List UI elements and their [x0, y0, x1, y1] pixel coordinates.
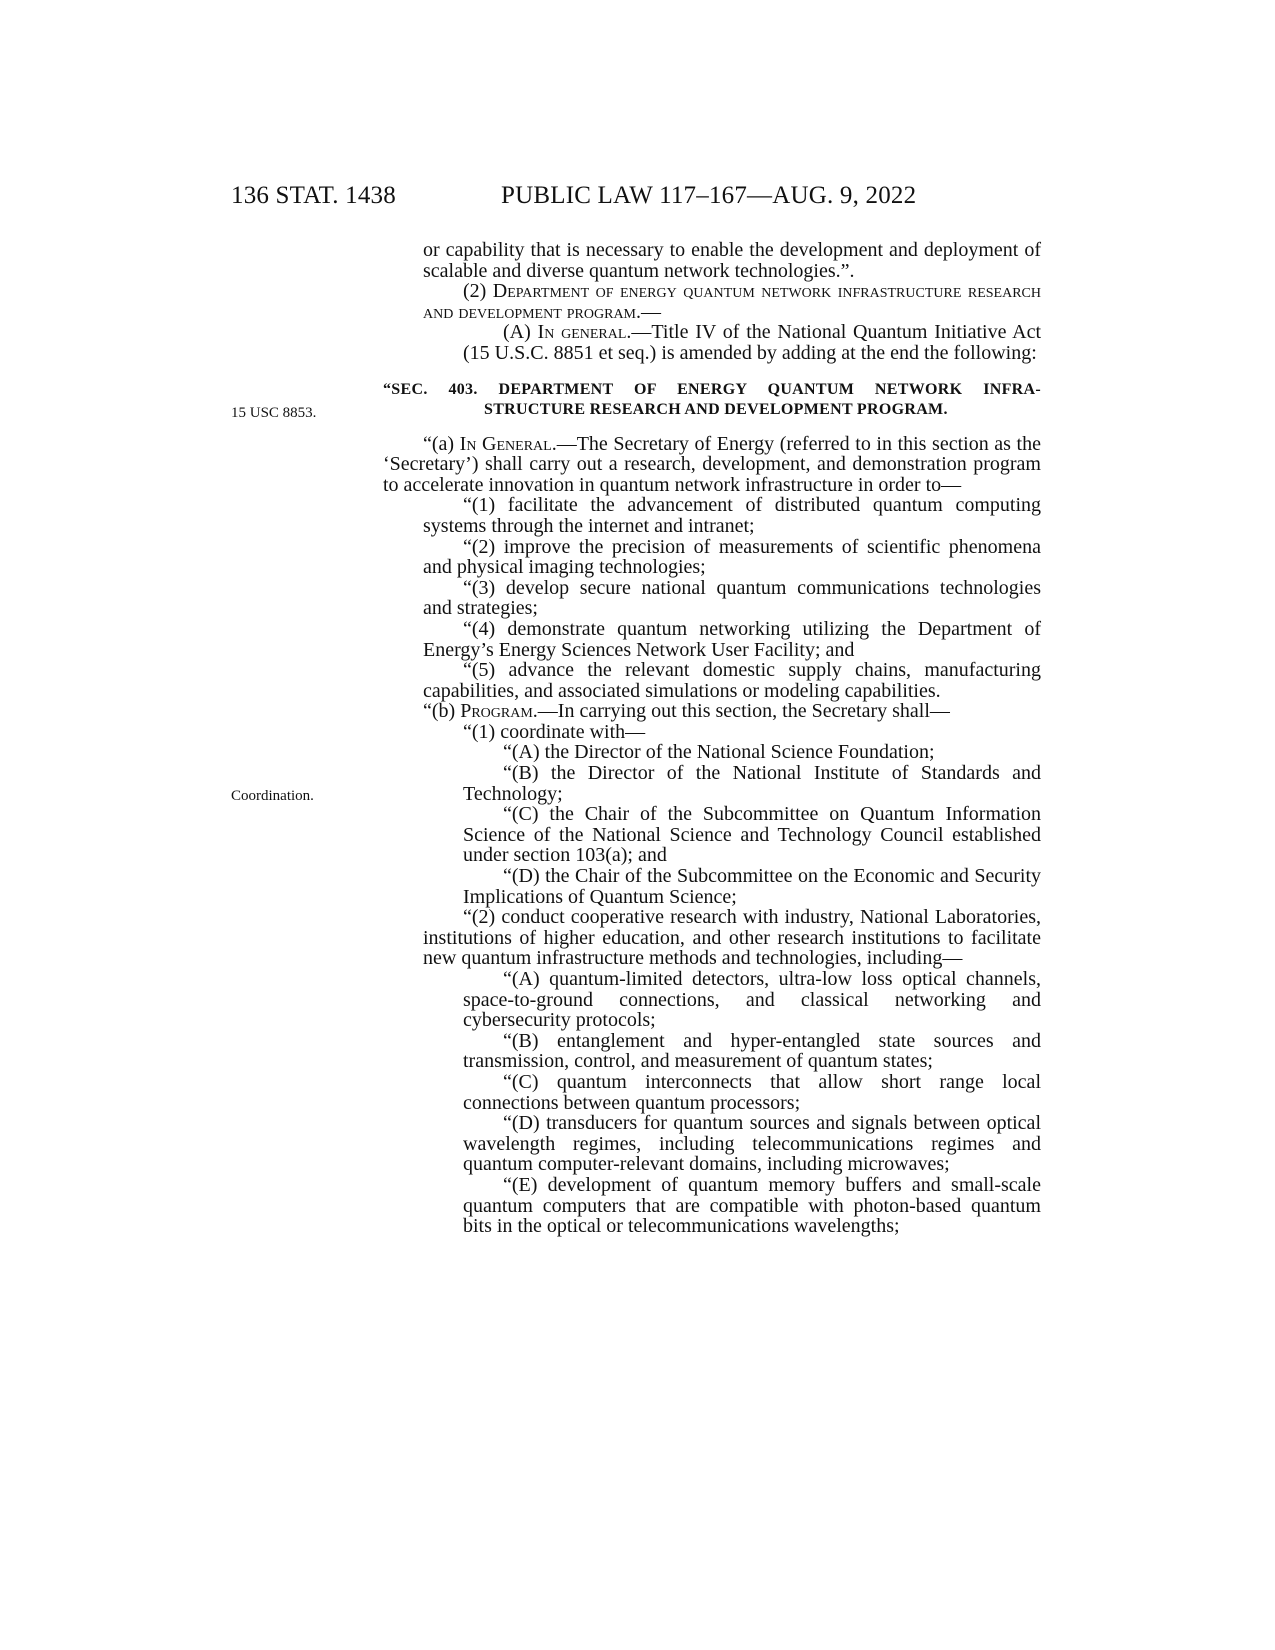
subparagraph-A-text: —Title IV of the National Quantum Initiative Act (15 U.S.C. 8851 et seq.) is amended by adding at the end the following:: [463, 321, 1041, 364]
subsection-b-number: “(b): [423, 700, 461, 723]
subsection-b-text: —In carrying out this section, the Secretary shall—: [537, 700, 950, 723]
subsection-b-item-1D: “(D) the Chair of the Subcommittee on the Economic and Security Implications of Quantum Science;: [463, 865, 1041, 908]
subsection-b: [383, 701, 1041, 722]
paragraph-2-number: (2): [463, 280, 493, 303]
subsection-b-item-1: “(1) coordinate with—: [463, 720, 646, 743]
paragraph-2-heading: [383, 281, 1041, 322]
running-head-law-title: PUBLIC LAW 117–167—AUG. 9, 2022: [501, 182, 917, 209]
subsection-b-item-1C: “(C) the Chair of the Subcommittee on Quantum Information Science of the National Science and Technology Council established under section 103(a); and: [463, 803, 1041, 867]
section-heading: [383, 380, 1041, 420]
margin-note-coordination: Coordination.: [231, 788, 314, 804]
subsection-b-caption: Program.: [460, 700, 538, 723]
subparagraph-A: [383, 322, 1041, 363]
subsection-b-item-1B: “(B) the Director of the National Institute of Standards and Technology;: [463, 762, 1041, 805]
page-stat-reference: 136 STAT. 1438: [231, 182, 396, 209]
subsection-a: [383, 434, 1041, 496]
subsection-b-item-2B: “(B) entanglement and hyper-entangled state sources and transmission, control, and measurement of quantum states;: [463, 1029, 1041, 1073]
subsection-a-item-4: “(4) demonstrate quantum networking utilizing the Department of Energy’s Energy Sciences Network User Facility; and: [423, 617, 1041, 661]
paragraph-2-caption: Department of energy quantum network infrastructure research and development program.—: [423, 280, 1041, 323]
subsection-b-item-2A: “(A) quantum-limited detectors, ultra-low loss optical channels, space-to-ground connections, and classical networking and cybersecurity protocols;: [463, 968, 1041, 1032]
subparagraph-A-number: (A): [503, 321, 538, 344]
subsection-a-item-5: “(5) advance the relevant domestic supply chains, manufacturing capabilities, and associated simulations or modeling capabilities.: [423, 659, 1041, 702]
paragraph-continuation: or capability that is necessary to enable the development and deployment of scalable and diverse quantum network technologies.”.: [423, 239, 1041, 282]
subsection-b-item-2D: “(D) transducers for quantum sources and signals between optical wavelength regimes, including telecommunications regimes and quantum computer-relevant domains, including microwaves;: [463, 1112, 1041, 1176]
subsection-a-item-3: “(3) develop secure national quantum communications technologies and strategies;: [423, 576, 1041, 620]
subsection-a-item-2: “(2) improve the precision of measurements of scientific phenomena and physical imaging technologies;: [423, 535, 1041, 579]
subsection-b-item-2C: “(C) quantum interconnects that allow short range local connections between quantum processors;: [463, 1070, 1041, 1114]
subsection-a-number: “(a): [423, 432, 460, 455]
subsection-a-caption: In General.: [459, 432, 557, 455]
subsection-b-item-2E: “(E) development of quantum memory buffers and small-scale quantum computers that are compatible with photon-based quantum bits in the optical or telecommunications wavelengths;: [463, 1173, 1041, 1238]
statute-body: [383, 240, 1041, 1237]
subsection-a-item-1: “(1) facilitate the advancement of distributed quantum computing systems through the internet and intranet;: [423, 494, 1041, 537]
section-heading-line-2: STRUCTURE RESEARCH AND DEVELOPMENT PROGRAM.: [484, 400, 948, 418]
margin-note-usc-citation: 15 USC 8853.: [231, 405, 317, 421]
subsection-b-item-1A: “(A) the Director of the National Science Foundation;: [503, 741, 935, 764]
subsection-a-text: —The Secretary of Energy (referred to in this section as the ‘Secretary’) shall carry out a research, development, and demonstration program to accelerate innovation in quantum network infrastructure in order to—: [383, 432, 1041, 496]
subparagraph-A-caption: In general.: [537, 321, 632, 344]
section-heading-line-1: “SEC. 403. DEPARTMENT OF ENERGY QUANTUM NETWORK INFRA-: [383, 380, 1041, 398]
subsection-b-item-2: “(2) conduct cooperative research with industry, National Laboratories, institutions of higher education, and other research institutions to facilitate new quantum infrastructure methods and technologies, including—: [423, 906, 1041, 970]
